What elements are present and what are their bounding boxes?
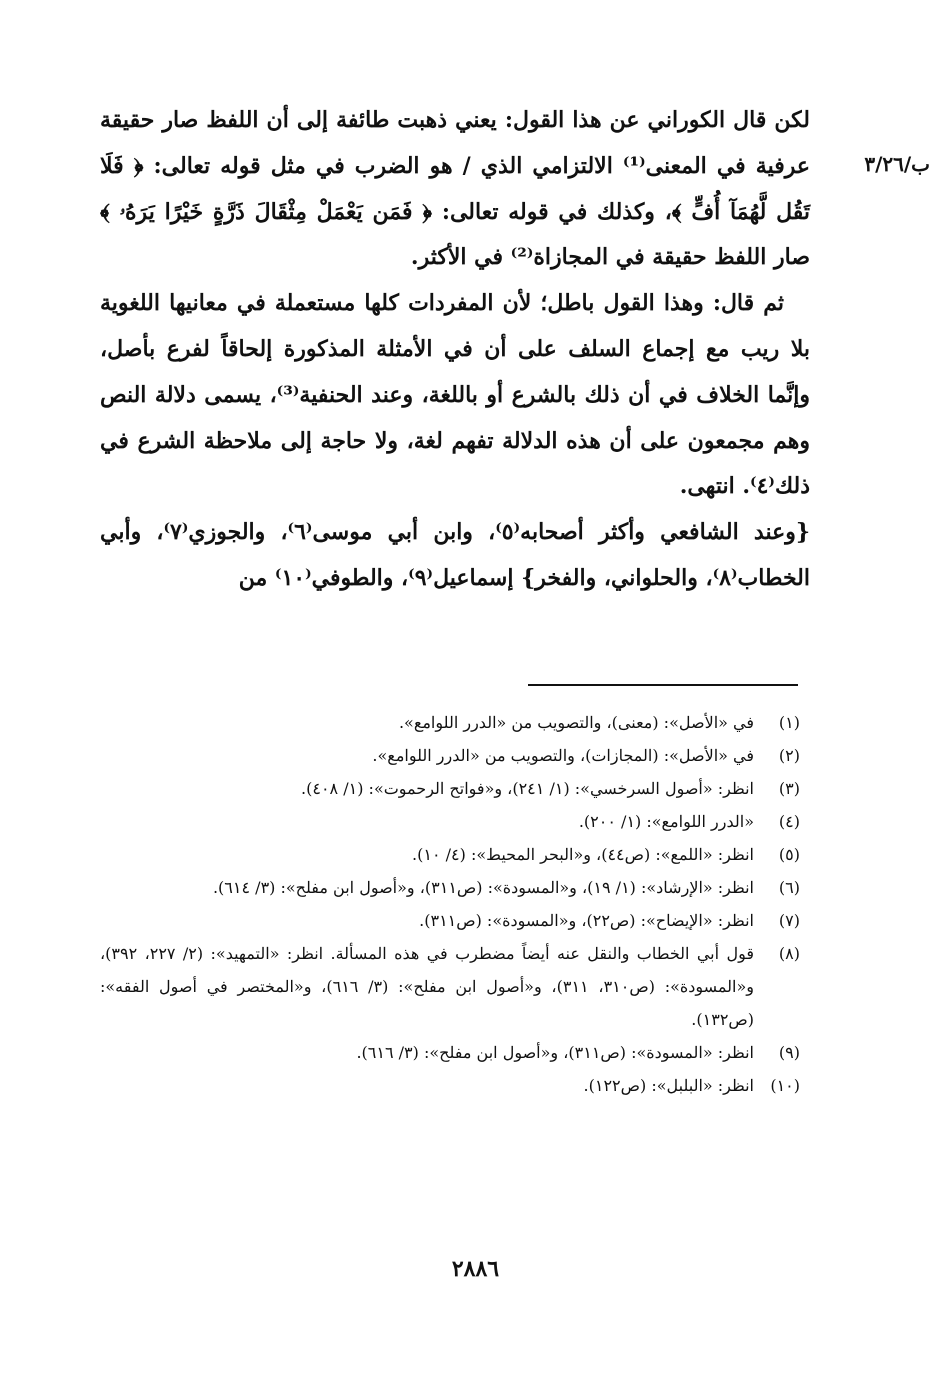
footnote-number: (٩) (778, 1043, 800, 1062)
footnote-text: انظر: «الإيضاح»: (ص٢٢)، و«المسودة»: (ص٣١١). (419, 911, 754, 930)
footnote (100, 1069, 800, 1102)
footnote (100, 937, 800, 1036)
footnote-text: في «الأصل»: (المجازات)، والتصويب من «الدرر اللوامع». (372, 746, 754, 765)
footnote-number: (٨) (778, 944, 800, 963)
footnote-separator (528, 684, 798, 686)
footnote-number: (٤) (778, 812, 800, 831)
footnote-text: «الدرر اللوامع»: (١/ ٢٠٠). (578, 812, 754, 831)
footnote-text: انظر: «المسودة»: (ص٣١١)، و«أصول ابن مفلح»: (٣/ ٦١٦). (356, 1043, 754, 1062)
footnote-text: انظر: «البلبل»: (ص١٢٢). (583, 1076, 754, 1095)
paragraph: ثم قال: وهذا القول باطل؛ لأن المفردات كلها مستعملة في معانيها اللغوية بلا ريب مع إجماع السلف على أن في الأمثلة المذكورة إلحاقاً لفرع بأصل، وإنَّما الخلاف في أن ذلك بالشرع أو باللغة، وعند الحنفية⁽³⁾، يسمى دلالة النص وهم مجمعون على أن هذه الدلالة تفهم لغة، ولا حاجة إلى ملاحظة الشرع في ذلك⁽٤⁾. انتهى. (100, 290, 811, 500)
paragraph: لكن قال الكوراني عن هذا القول: يعني ذهبت طائفة إلى أن اللفظ صار حقيقة عرفية في المعنى⁽¹⁾ الالتزامي الذي / هو الضرب في مثل قوله تعالى: ﴿ فَلَا تَقُل لَّهُمَآ أُفٍّ ﴾، وكذلك في قوله تعالى: ﴿ فَمَن يَعْمَلْ مِثْقَالَ ذَرَّةٍ خَيْرًا يَرَهُۥ ﴾ صار اللفظ حقيقة في المجازاة⁽²⁾ في الأكثر. (100, 107, 810, 271)
footnote-text: في «الأصل»: (معنى)، والتصويب من «الدرر اللوامع». (398, 713, 754, 732)
footnote-number: (١٠) (770, 1076, 800, 1095)
footnote-number: (٦) (778, 878, 800, 897)
footnote-text: انظر: «الإرشاد»: (١/ ١٩)، و«المسودة»: (ص٣١١)، و«أصول ابن مفلح»: (٣/ ٦١٤). (212, 878, 754, 897)
footnote-number: (١) (778, 713, 800, 732)
footnote (100, 838, 800, 871)
footnote (100, 1036, 800, 1069)
footnote (100, 739, 800, 772)
footnote-number: (٢) (778, 746, 800, 765)
paragraph: {وعند الشافعي وأكثر أصحابه⁽٥⁾، وابن أبي موسى⁽٦⁾، والجوزي⁽٧⁾، وأبي الخطاب⁽٨⁾، والحلواني، والفخر} إسماعيل⁽٩⁾، والطوفي⁽١٠⁾ من (100, 519, 810, 591)
footnote-text: انظر: «اللمع»: (ص٤٤)، و«البحر المحيط»: (٤/ ١٠). (412, 845, 754, 864)
footnote-number: (٣) (778, 779, 800, 798)
footnote (100, 706, 800, 739)
page-number: ٢٨٨٦ (451, 1256, 500, 1282)
footnote (100, 805, 800, 838)
footnote (100, 871, 800, 904)
footnote-text: انظر: «أصول السرخسي»: (١/ ٢٤١)، و«فواتح الرحموت»: (١/ ٤٠٨). (301, 779, 754, 798)
footnote-text: قول أبي الخطاب والنقل عنه أيضاً مضطرب في هذه المسألة. انظر: «التمهيد»: (٢/ ٢٢٧، ٣٩٢)، و«المسودة»: (ص٣١٠، ٣١١)، و«أصول ابن مفلح»: (٣/ ٦١٦)، و«المختصر في أصول الفقه»: (ص١٣٢). (100, 944, 755, 1029)
footnote-number: (٧) (778, 911, 800, 930)
footnote (100, 904, 800, 937)
footnotes (100, 706, 800, 1102)
footnote (100, 772, 800, 805)
margin-note: ب/٣/٢٦ (864, 152, 930, 176)
main-text (100, 98, 810, 602)
footnote-number: (٥) (778, 845, 800, 864)
